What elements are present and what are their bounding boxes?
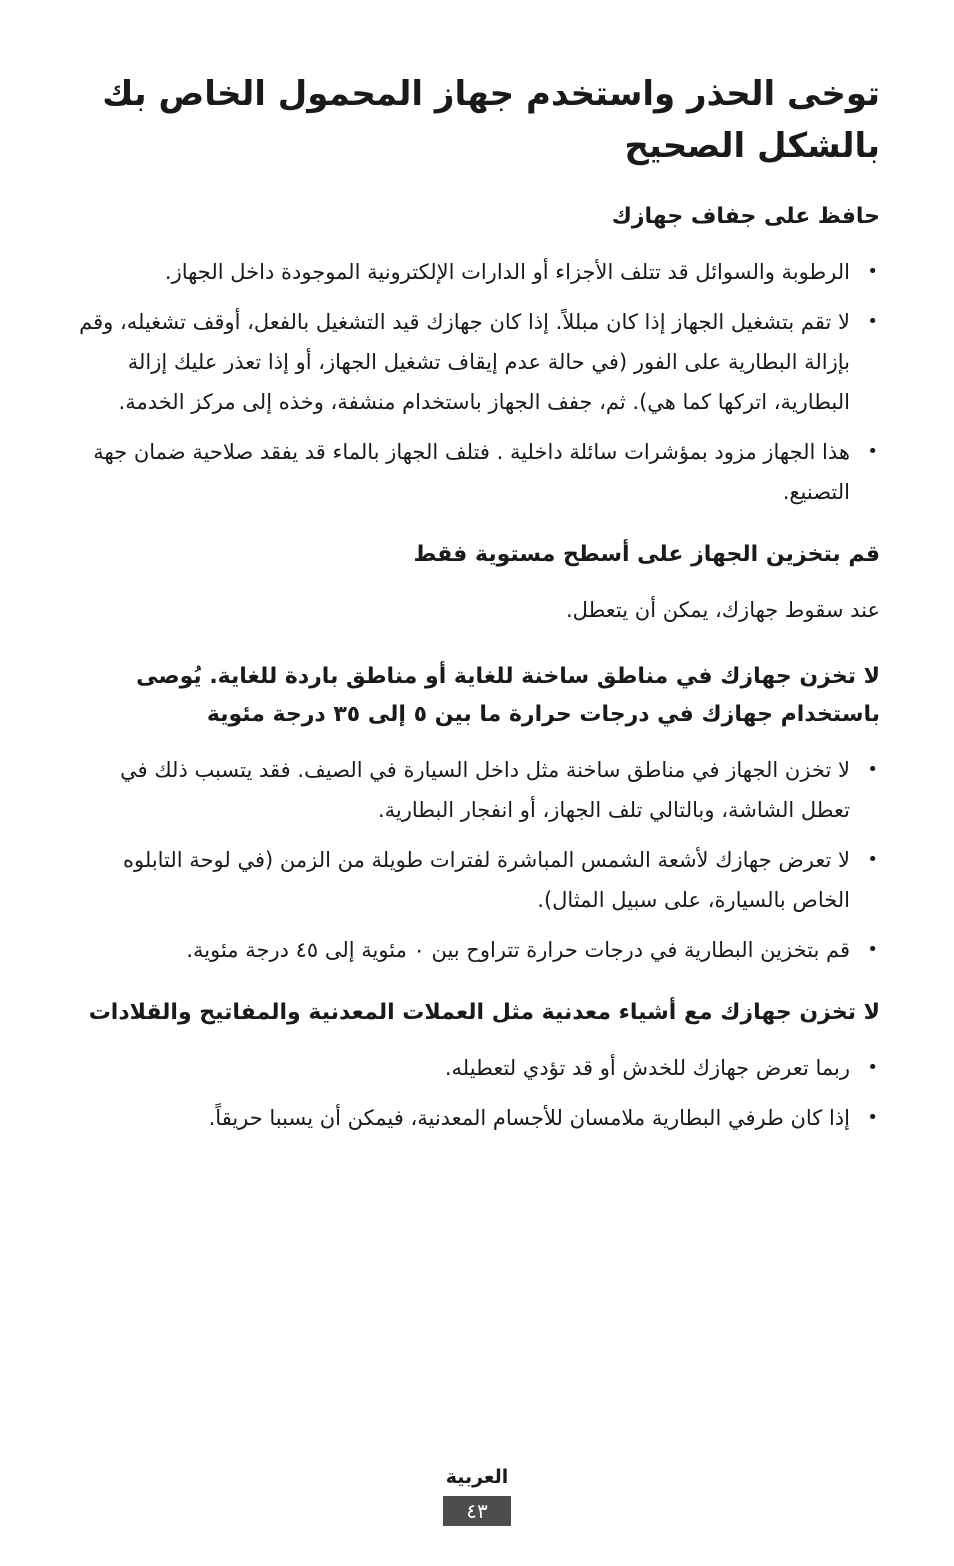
bullet-icon: • (867, 759, 878, 780)
section-keep-dry (70, 198, 880, 512)
list-item (70, 1098, 880, 1138)
page-footer (0, 1462, 954, 1526)
section-flat-surfaces (70, 536, 880, 630)
bullet-list (70, 750, 880, 970)
bullet-icon: • (867, 311, 878, 332)
list-item (70, 750, 880, 830)
list-item (70, 302, 880, 422)
bullet-list (70, 252, 880, 512)
list-item-text: لا تخزن الجهاز في مناطق ساخنة مثل داخل السيارة في الصيف. فقد يتسبب ذلك في تعطل الشاشة، وبالتالي تلف الجهاز، أو انفجار البطارية. (120, 758, 850, 822)
list-item-text: قم بتخزين البطارية في درجات حرارة تتراوح بين ٠ مئوية إلى ٤٥ درجة مئوية. (186, 938, 850, 962)
list-item-text: الرطوبة والسوائل قد تتلف الأجزاء أو الدارات الإلكترونية الموجودة داخل الجهاز. (164, 260, 850, 284)
bullet-icon: • (867, 939, 878, 960)
page-number-badge: ٤٣ (443, 1496, 511, 1526)
list-item-text: لا تقم بتشغيل الجهاز إذا كان مبللاً. إذا كان جهازك قيد التشغيل بالفعل، أوقف تشغيله، وقم بإزالة البطارية على الفور (في حالة عدم إيقاف تشغيل الجهاز، أو إذا تعذر عليك إزالة البطارية، اتركها كما هي). ثم، جفف الجهاز باستخدام منشفة، وخذه إلى مركز الخدمة. (79, 310, 850, 414)
footer-language: العربية (445, 1466, 509, 1488)
list-item (70, 1048, 880, 1088)
section-temperature (70, 658, 880, 970)
section-heading: لا تخزن جهازك مع أشياء معدنية مثل العملات المعدنية والمفاتيح والقلادات (88, 1000, 880, 1025)
bullet-icon: • (867, 849, 878, 870)
page-title: توخى الحذر واستخدم جهاز المحمول الخاص بك بالشكل الصحيح (102, 74, 880, 166)
list-item (70, 252, 880, 292)
section-heading: لا تخزن جهازك في مناطق ساخنة للغاية أو مناطق باردة للغاية. يُوصى باستخدام جهازك في درجات حرارة ما بين ٥ إلى ٣٥ درجة مئوية (136, 664, 880, 727)
list-item (70, 840, 880, 920)
list-item (70, 930, 880, 970)
section-heading: قم بتخزين الجهاز على أسطح مستوية فقط (413, 542, 880, 567)
bullet-icon: • (867, 1057, 878, 1078)
list-item-text: ربما تعرض جهازك للخدش أو قد تؤدي لتعطيله. (444, 1056, 850, 1080)
list-item (70, 432, 880, 512)
bullet-icon: • (867, 261, 878, 282)
section-paragraph: عند سقوط جهازك، يمكن أن يتعطل. (566, 598, 880, 622)
bullet-icon: • (867, 441, 878, 462)
document-page (70, 68, 880, 1162)
section-heading: حافظ على جفاف جهازك (611, 204, 880, 229)
list-item-text: إذا كان طرفي البطارية ملامسان للأجسام المعدنية، فيمكن أن يسببا حريقاً. (208, 1106, 850, 1130)
list-item-text: لا تعرض جهازك لأشعة الشمس المباشرة لفترات طويلة من الزمن (في لوحة التابلوه الخاص بالسيارة، على سبيل المثال). (123, 848, 850, 912)
bullet-icon: • (867, 1107, 878, 1128)
bullet-list (70, 1048, 880, 1138)
section-metal-objects (70, 994, 880, 1138)
list-item-text: هذا الجهاز مزود بمؤشرات سائلة داخلية . فتلف الجهاز بالماء قد يفقد صلاحية ضمان جهة التصنيع. (93, 440, 850, 504)
